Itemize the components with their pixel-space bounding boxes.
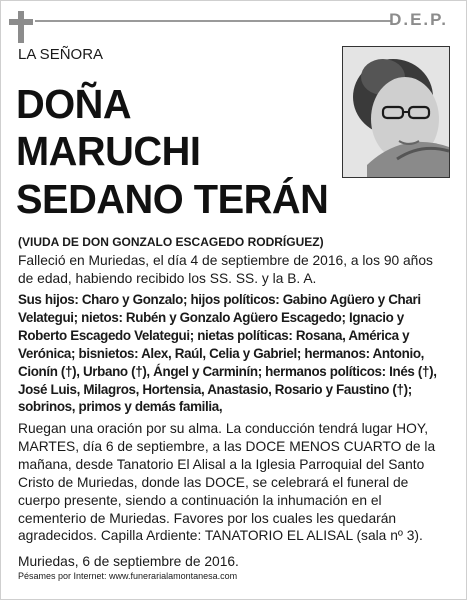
deceased-name-line-2: MARUCHI [16, 128, 201, 174]
portrait-icon [343, 47, 449, 177]
title-prefix: LA SEÑORA [18, 46, 104, 63]
place-date-text: Muriedas, 6 de septiembre de 2016. [18, 554, 239, 569]
header-divider [35, 20, 391, 22]
death-notice-text: Falleció en Muriedas, el día 4 de septiembre de 2016, a los 90 años de edad, habiendo recibido los SS. SS. y la B. A. [18, 253, 433, 286]
portrait-photo [342, 46, 450, 178]
dep-label: D.E.P. [389, 10, 448, 29]
deceased-name-line-3: SEDANO TERÁN [16, 176, 329, 222]
cross-icon [9, 11, 33, 43]
deceased-name-line-1: DOÑA [16, 81, 132, 127]
funeral-details-text: Ruegan una oración por su alma. La conducción tendrá lugar HOY, MARTES, día 6 de septiembre, a las DOCE MENOS CUARTO de la mañana, desde Tanatorio El Alisal a la Iglesia Parroquial del Santo Cristo de Muriedas, donde las DOCE, se celebrará el funeral de cuerpo presente, siendo a continuación la inhumación en el cementerio de Muriedas. Favores por los cuales les quedarán agradecidos. Capilla Ardiente: TANATORIO EL ALISAL (sala nº 3). [18, 421, 436, 544]
condolences-web-line: Pésames por Internet: www.funerarialamontanesa.com [18, 571, 238, 581]
widow-line: (VIUDA DE DON GONZALO ESCAGEDO RODRÍGUEZ) [18, 235, 324, 249]
family-list-text: Sus hijos: Charo y Gonzalo; hijos políticos: Gabino Agüero y Chari Velategui; nietos: Rubén y Gonzalo Agüero Escagedo; Ignacio y Roberto Escagedo Velategui; nietas políticas: Rosana, América y Verónica; bisnietos: Alex, Raúl, Celia y Gabriel; hermanos: Antonio, Cionín (†), Urbano (†), Ángel y Carminín; hermanos políticos: Inés (†), José Luis, Milagros, Hortensia, Anastasio, Rosario y Faustino (†); sobrinos, primos y demás familia, [18, 292, 437, 415]
